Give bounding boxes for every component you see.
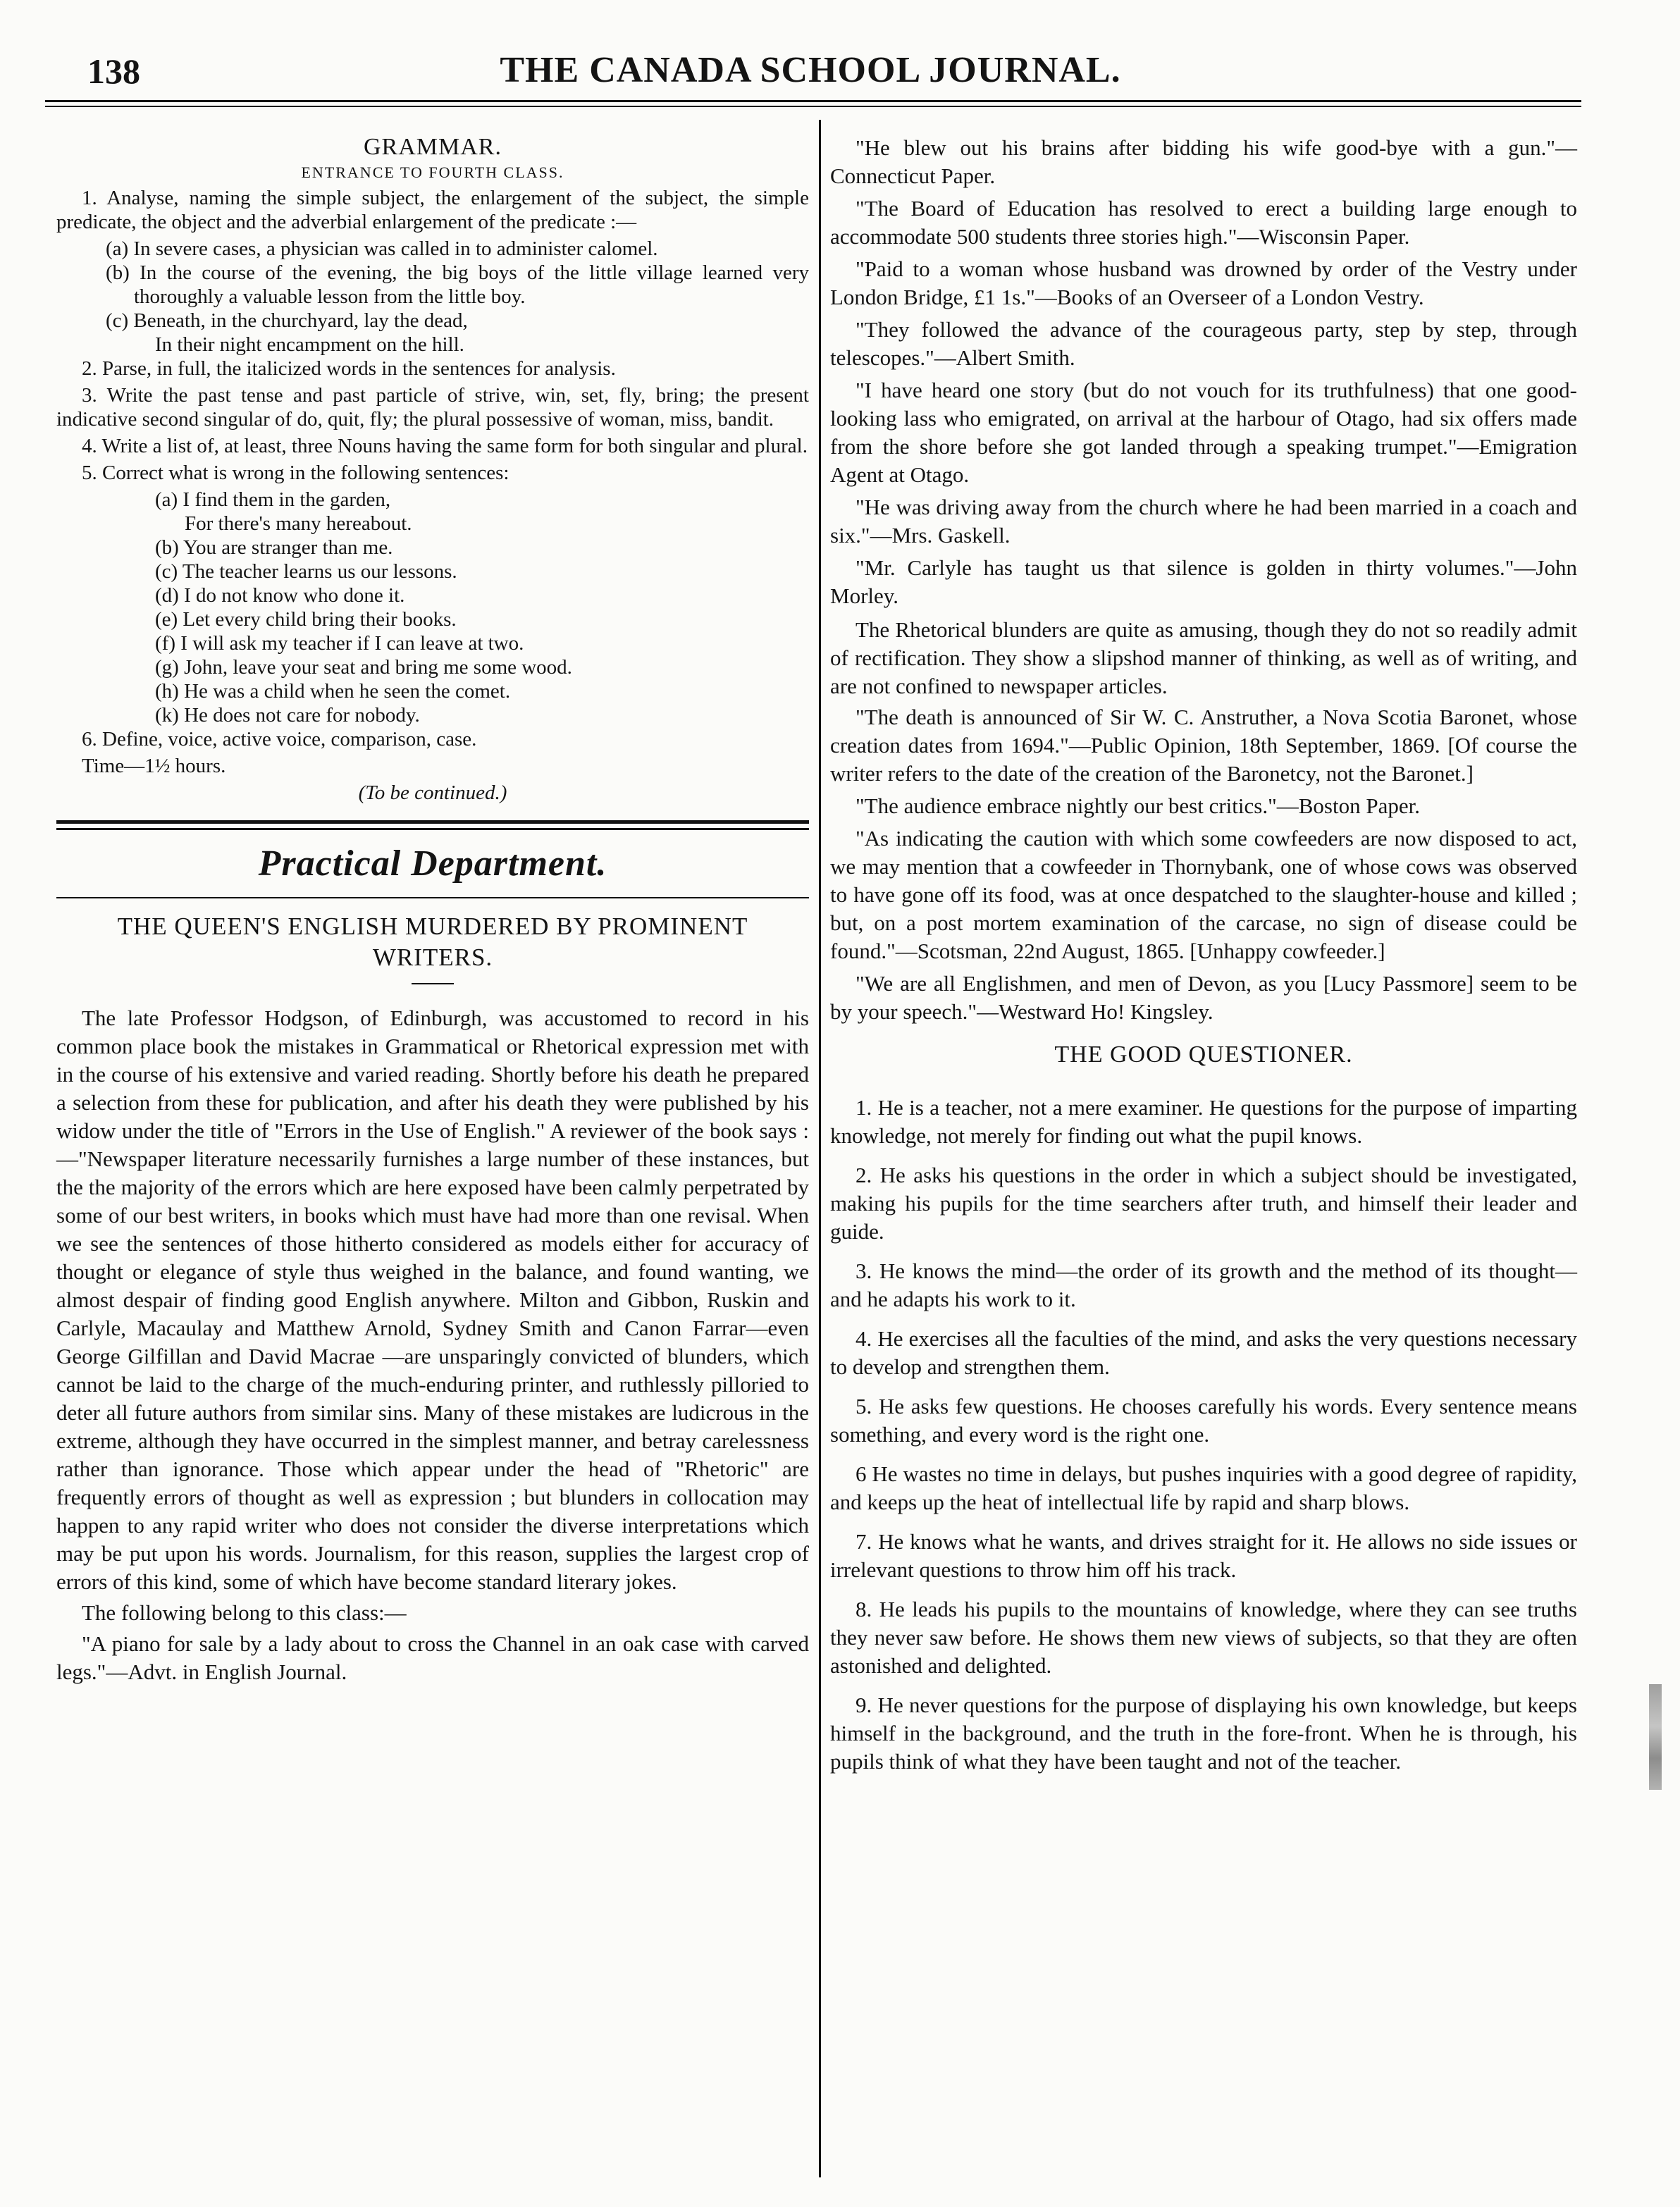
- quote-item: "We are all Englishmen, and men of Devon, as you [Lucy Passmore] seem to be by your speech."—Westward Ho! Kingsley.: [830, 971, 1577, 1024]
- sentence-c: (c) The teacher learns us our lessons.: [155, 560, 457, 583]
- question-1c-line-1: (c) Beneath, in the churchyard, lay the dead,: [106, 309, 468, 332]
- right-column: [830, 134, 1577, 1787]
- column-divider: [819, 120, 821, 2177]
- list-item: 9. He never questions for the purpose of displaying his own knowledge, but keeps himself in the background, and the truth in the fore-front. When he is through, his pupils think of what they have been taught and not of the teacher.: [830, 1693, 1577, 1774]
- quotes-block: [830, 134, 1577, 1026]
- quote-item: "He blew out his brains after bidding his wife good-bye with a gun."—Connecticut Paper.: [830, 135, 1577, 188]
- quote-item: "The Board of Education has resolved to erect a building large enough to accommodate 500 students three stories high."—Wisconsin Paper.: [830, 196, 1577, 249]
- good-questioner-list: [830, 1094, 1577, 1776]
- rhetorical-paragraph: The Rhetorical blunders are quite as amusing, though they do not so readily admit of rectification. They show a slipshod manner of thinking, as well as of writing, and are not confined to newspaper articles.: [830, 617, 1577, 698]
- sentence-a: (a) I find them in the garden,: [155, 488, 391, 511]
- good-questioner-heading: THE GOOD QUESTIONER.: [1054, 1041, 1353, 1068]
- sentence-b: (b) You are stranger than me.: [155, 536, 393, 559]
- margin-smudge: [1649, 1684, 1662, 1790]
- quote-item: "He was driving away from the church where he had been married in a coach and six."—Mrs. Gaskell.: [830, 495, 1577, 548]
- sentence-k: (k) He does not care for nobody.: [155, 704, 420, 727]
- article-paragraph: The late Professor Hodgson, of Edinburgh, was accustomed to record in his common place book the mistakes in Grammatical or Rhetorical expression met with in the course of his extensive and varied reading. Shortly before his death he prepared a selection from these for publication, and after his death they were published by his widow under the title of "Errors in the Use of English." A reviewer of the book says :—"Newspaper literature necessarily furnishes a large number of these instances, but the the majority of the errors which are here exposed have been calmly perpetrated by some of our best writers, in books which must have had more than one revisal. When we see the sentences of those hitherto considered as models either for accuracy of thought or elegance of style thus weighed in the balance, and found wanting, we almost despair of finding good English anywhere. Milton and Gibbon, Ruskin and Carlyle, Macaulay and Matthew Arnold, Sydney Smith and Canon Farrar—even George Gilfillan and David Macrae —are unsparingly convicted of blunders, which cannot be laid to the charge of the much-enduring printer, and ruthlessly pilloried to deter all future authors from similar sins. Many of these mistakes are ludicrous in the extreme, although they have occurred in the simplest manner, and betray carelessness rather than ignorance. Those which appear under the head of "Rhetoric" are frequently errors of thought as well as expression ; but blunders in collocation may happen to any rapid writer who does not consider the diverse interpretations which may be put upon his words. Journalism, for this reason, supplies the largest crop of errors of this kind, some of which have become standard literary jokes.: [56, 1006, 809, 1594]
- question-1c-line-2: In their night encampment on the hill.: [155, 333, 464, 356]
- list-item: 1. He is a teacher, not a mere examiner. He questions for the purpose of imparting knowledge, not merely for finding out what the pupil knows.: [830, 1095, 1577, 1148]
- list-item: 7. He knows what he wants, and drives straight for it. He allows no side issues or irrelevant questions to throw him off his track.: [830, 1529, 1577, 1582]
- article-body: [56, 1004, 809, 1686]
- question-6: 6. Define, voice, active voice, comparison, case.: [82, 728, 477, 750]
- list-item: 3. He knows the mind—the order of its growth and the method of its thought—and he adapts his work to it.: [830, 1259, 1577, 1311]
- sentence-e: (e) Let every child bring their books.: [155, 608, 457, 631]
- time-allowed: Time—1½ hours.: [82, 755, 226, 777]
- page-number: 138: [87, 51, 140, 91]
- left-column: [56, 134, 809, 1690]
- list-item: 2. He asks his questions in the order in which a subject should be investigated, making his pupils for the time searchers after truth, and himself their leader and guide.: [830, 1163, 1577, 1244]
- question-1a: (a) In severe cases, a physician was called in to administer calomel.: [106, 237, 658, 260]
- question-1: 1. Analyse, naming the simple subject, the enlargement of the subject, the simple predicate, the object and the adverbial enlargement of the predicate :—: [56, 187, 809, 233]
- grammar-subheading: ENTRANCE TO FOURTH CLASS.: [301, 163, 564, 181]
- grammar-heading: GRAMMAR.: [364, 134, 502, 160]
- question-1b: (b) In the course of the evening, the big boys of the little village learned very thoroughly a valuable lesson from the little boy.: [106, 261, 809, 308]
- sentence-d: (d) I do not know who done it.: [155, 584, 405, 607]
- quote-item: "As indicating the caution with which some cowfeeders are now disposed to act, we may mention that a cowfeeder in Thornybank, one of whose cows was observed to have gone off its food, was at once despatched to the slaughter-house and killed ; but, on a post mortem examination of the carcase, no sign of disease could be found."—Scotsman, 22nd August, 1865. [Unhappy cowfeeder.]: [830, 826, 1577, 963]
- quote-item: "The audience embrace nightly our best critics."—Boston Paper.: [856, 793, 1420, 818]
- sentence-g: (g) John, leave your seat and bring me some wood.: [155, 656, 572, 679]
- quote-item: "They followed the advance of the courageous party, step by step, through telescopes."—Albert Smith.: [830, 317, 1577, 370]
- sentence-a-continued: For there's many hereabout.: [185, 512, 412, 535]
- list-item: 8. He leads his pupils to the mountains of knowledge, where they can see truths they never saw before. He shows them new views of subjects, so that they are often astonished and delighted.: [830, 1597, 1577, 1678]
- heading-rule: [56, 897, 809, 898]
- grammar-questions: [56, 186, 809, 805]
- section-rule: [56, 820, 809, 830]
- quote-piano: "A piano for sale by a lady about to cross the Channel in an oak case with carved legs."—Advt. in English Journal.: [56, 1631, 809, 1684]
- quote-item: "Mr. Carlyle has taught us that silence is golden in thirty volumes."—John Morley.: [830, 555, 1577, 608]
- department-heading: Practical Department.: [258, 843, 607, 884]
- article-title: THE QUEEN'S ENGLISH MURDERED BY PROMINENT WRITERS.: [117, 913, 748, 971]
- quote-item: "I have heard one story (but do not vouch for its truthfulness) that one good-looking lass who emigrated, on arrival at the harbour of Otago, had six offers made from the shore before she got landed through a speaking trumpet."—Emigration Agent at Otago.: [830, 378, 1577, 487]
- list-item: 6 He wastes no time in delays, but pushes inquiries with a good degree of rapidity, and keeps up the heat of intellectual life by rapid and sharp blows.: [830, 1461, 1577, 1514]
- question-5: 5. Correct what is wrong in the following sentences:: [82, 462, 509, 484]
- title-rule: [412, 983, 454, 984]
- quote-item: "Paid to a woman whose husband was drowned by order of the Vestry under London Bridge, £1 1s."—Books of an Overseer of a London Vestry.: [830, 256, 1577, 309]
- following-intro: The following belong to this class:—: [82, 1600, 407, 1625]
- header-rule: [45, 100, 1581, 107]
- question-4: 4. Write a list of, at least, three Nouns having the same form for both singular and plural.: [82, 435, 808, 457]
- question-2: 2. Parse, in full, the italicized words in the sentences for analysis.: [82, 357, 616, 380]
- journal-title: THE CANADA SCHOOL JOURNAL.: [500, 50, 1121, 90]
- page-header: [42, 42, 1579, 106]
- list-item: 5. He asks few questions. He chooses carefully his words. Every sentence means something, and every word is the right one.: [830, 1394, 1577, 1447]
- question-3: 3. Write the past tense and past particle of strive, win, set, fly, bring; the present indicative second singular of do, quit, fly; the plural possessive of woman, miss, bandit.: [56, 384, 809, 431]
- continued-note: (To be continued.): [358, 781, 507, 804]
- list-item: 4. He exercises all the faculties of the mind, and asks the very questions necessary to develop and strengthen them.: [830, 1326, 1577, 1379]
- sentence-h: (h) He was a child when he seen the comet.: [155, 680, 511, 703]
- sentence-f: (f) I will ask my teacher if I can leave at two.: [155, 632, 524, 655]
- quote-item: "The death is announced of Sir W. C. Anstruther, a Nova Scotia Baronet, whose creation dates from 1694."—Public Opinion, 18th September, 1869. [Of course the writer refers to the date of the creation of the Baronetcy, not the Baronet.]: [830, 705, 1577, 786]
